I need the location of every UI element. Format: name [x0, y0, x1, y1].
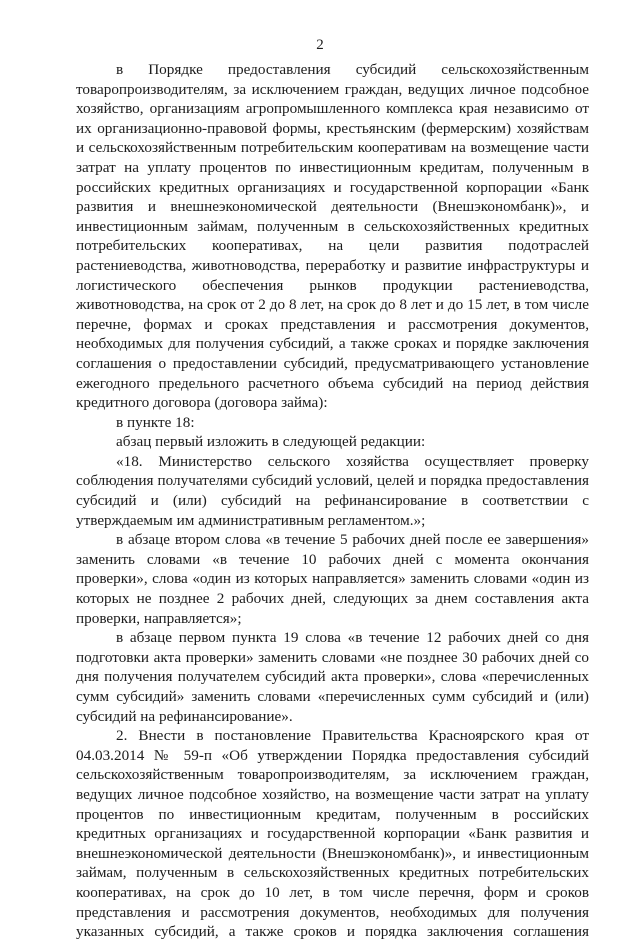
- paragraph-2: в пункте 18:: [116, 413, 195, 431]
- paragraph-3: абзац первый изложить в следующей редакции:: [116, 433, 426, 451]
- paragraph-4: «18. Министерство сельского хозяйства осуществляет проверку соблюдения получателями субсидий условий, целей и порядка предоставления субсидий и (или) субсидий на рефинансирование в соответствии с утверждаемым им административным регламентом.»;: [76, 452, 589, 529]
- paragraph-5: в абзаце втором слова «в течение 5 рабочих дней после ее завершения» заменить словами «в течение 10 рабочих дней с момента окончания проверки», слова «один из которых направляется» заменить словами «один из которых не позднее 2 рабочих дней, следующих за днем составления акта проверки, направляется»;: [76, 531, 589, 627]
- document-body: [76, 60, 589, 942]
- paragraph-1: в Порядке предоставления субсидий сельскохозяйственным товаропроизводителям, за исключением граждан, ведущих личное подсобное хозяйство, организациям агропромышленного комплекса края независимо от их организационно-правовой формы, крестьянским (фермерским) хозяйствам и сельскохозяйственным потребительским кооперативам на возмещение части затрат на уплату процентов по инвестиционным кредитам, полученным в российских кредитных организациях и государственной корпорации «Банк развития и внешнеэкономической деятельности (Внешэкономбанк)», и инвестиционным займам, полученным в сельскохозяйственных кредитных потребительских кооперативах, на цели развития подотраслей растениеводства, животноводства, переработку и развитие инфраструктуры и логистического обеспечения рынков продукции растениеводства, животноводства, на срок от 2 до 8 лет, на срок до 8 лет и до 15 лет, в том числе перечне, формах и сроках представления и рассмотрения документов, необходимых для получения субсидий, а также сроках и порядке заключения соглашения о предоставлении субсидий, предусматривающего установление ежегодного предельного расчетного объема субсидий на период действия кредитного договора (договора займа):: [76, 61, 589, 412]
- page-number: 2: [316, 37, 324, 53]
- paragraph-6: в абзаце первом пункта 19 слова «в течение 12 рабочих дней со дня подготовки акта проверки» заменить словами «не позднее 30 рабочих дней со дня получения получателем субсидий акта проверки», слова «перечисленных сумм субсидий» заменить словами «перечисленных сумм субсидий и (или) субсидий на рефинансирование».: [76, 629, 589, 725]
- paragraph-7: 2. Внести в постановление Правительства Красноярского края от 04.03.2014 № 59-п «Об утверждении Порядка предоставления субсидий сельскохозяйственным товаропроизводителям, за исключением граждан, ведущих личное подсобное хозяйство, на возмещение части затрат на уплату процентов по инвестиционным кредитам, полученным в российских кредитных организациях и государственной корпорации «Банк развития и внешнеэкономической деятельности (Внешэкономбанк)», и инвестиционным займам, полученным в сельскохозяйственных кредитных потребительских кооперативах, на срок до 10 лет, в том числе перечня, форм и сроков представления и рассмотрения документов, необходимых для получения указанных субсидий, а также сроков и порядка заключения соглашения: [76, 727, 589, 941]
